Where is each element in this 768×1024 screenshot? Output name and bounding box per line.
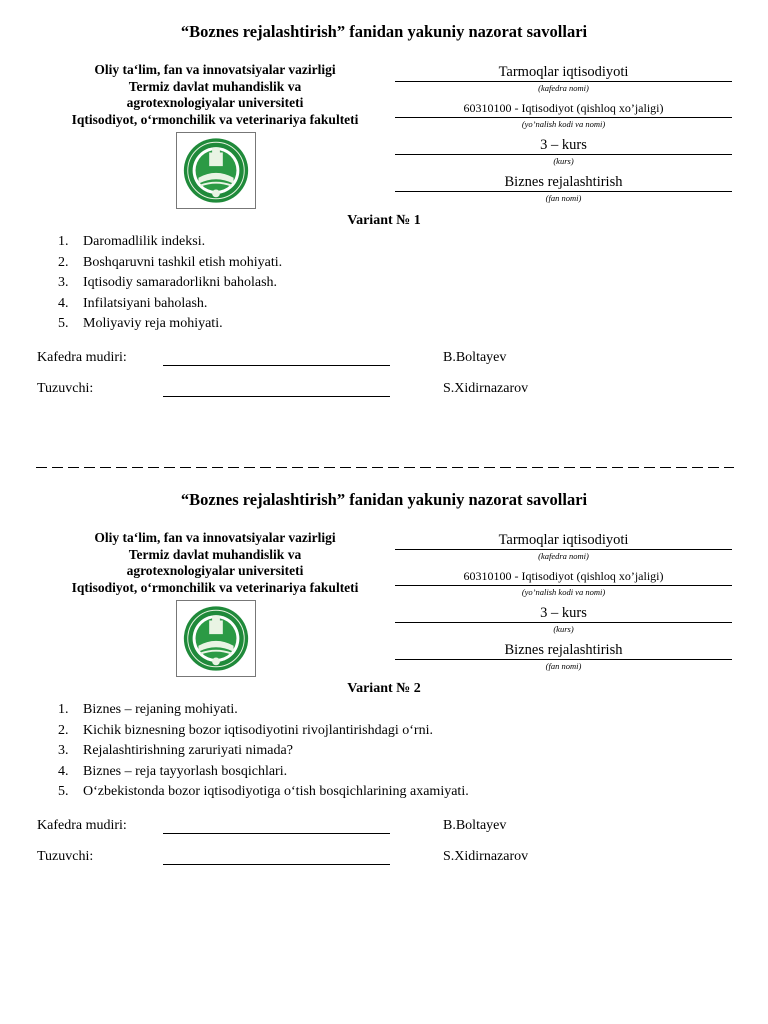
department-field xyxy=(395,65,732,93)
subject-value: Biznes rejalashtirish xyxy=(395,643,732,660)
specialty-value: 60310100 - Iqtisodiyot (qishloq xo’jaligi) xyxy=(395,101,732,118)
ticket-title: “Boznes rejalashtirish” fanidan yakuniy nazorat savollari xyxy=(180,490,588,509)
course-value: 3 – kurs xyxy=(395,606,732,623)
university-name-line-1: Termiz davlat muhandislik va xyxy=(128,78,302,94)
question-number: 1. xyxy=(58,702,69,717)
university-name-line-2: agrotexnologiyalar universiteti xyxy=(126,95,304,111)
specialty-value: 60310100 - Iqtisodiyot (qishloq xo’jaligi) xyxy=(395,569,732,586)
course-value: 3 – kurs xyxy=(395,138,732,155)
question-list xyxy=(58,700,469,803)
ministry-name: Oliy ta‘lim, fan va innovatsiyalar vazirligi xyxy=(94,530,336,545)
university-emblem-logo xyxy=(176,600,256,677)
signature-role: Kafedra mudiri: xyxy=(37,818,127,833)
course-caption: (kurs) xyxy=(553,156,574,166)
signatory-name: B.Boltayev xyxy=(443,818,507,833)
question-item xyxy=(58,232,282,253)
question-text: Infilatsiyani baholash. xyxy=(83,295,208,311)
signature-line xyxy=(163,396,390,397)
question-text: Iqtisodiy samaradorlikni baholash. xyxy=(83,275,278,290)
question-item xyxy=(58,314,282,335)
question-item xyxy=(58,762,469,783)
signature-line xyxy=(163,864,390,865)
organization-block xyxy=(40,530,390,596)
ministry-name: Oliy ta‘lim, fan va innovatsiyalar vazirligi xyxy=(94,62,336,77)
ticket-title: “Boznes rejalashtirish” fanidan yakuniy nazorat savollari xyxy=(180,22,588,41)
question-text: Moliyaviy reja mohiyati. xyxy=(83,316,223,331)
signatory-name: B.Boltayev xyxy=(443,350,507,365)
question-number: 2. xyxy=(58,722,69,738)
university-name-line-1: Termiz davlat muhandislik va xyxy=(128,546,302,562)
exam-ticket-2 xyxy=(0,468,768,908)
specialty-field xyxy=(395,569,732,597)
signature-role: Tuzuvchi: xyxy=(37,849,94,864)
question-list xyxy=(58,232,282,335)
question-number: 5. xyxy=(58,784,69,799)
question-number: 1. xyxy=(58,234,69,249)
question-text: Biznes – rejaning mohiyati. xyxy=(83,702,238,717)
question-text: Boshqaruvni tashkil etish mohiyati. xyxy=(83,254,283,270)
question-item xyxy=(58,721,469,742)
department-value: Tarmoqlar iqtisodiyoti xyxy=(395,533,732,550)
course-caption: (kurs) xyxy=(553,624,574,634)
question-number: 2. xyxy=(58,254,69,270)
signature-row-compiler xyxy=(0,849,768,869)
question-item xyxy=(58,253,282,274)
department-caption: (kafedra nomi) xyxy=(538,551,589,561)
signature-line xyxy=(163,833,390,834)
question-number: 4. xyxy=(58,295,69,311)
specialty-caption: (yo’nalish kodi va nomi) xyxy=(521,119,606,129)
exam-ticket-1 xyxy=(0,0,768,440)
question-text: Daromadlilik indeksi. xyxy=(83,234,206,249)
signature-row-compiler xyxy=(0,381,768,401)
question-item xyxy=(58,273,282,294)
specialty-caption: (yo’nalish kodi va nomi) xyxy=(521,587,606,597)
specialty-field xyxy=(395,101,732,129)
question-item xyxy=(58,700,469,721)
faculty-name: Iqtisodiyot, o‘rmonchilik va veterinariya fakulteti xyxy=(71,111,359,127)
subject-field xyxy=(395,643,732,671)
question-text: Rejalashtirishning zaruriyati nimada? xyxy=(83,743,293,758)
question-item xyxy=(58,782,469,803)
subject-field xyxy=(395,175,732,203)
subject-value: Biznes rejalashtirish xyxy=(395,175,732,192)
signature-role: Tuzuvchi: xyxy=(37,381,94,396)
variant-heading: Variant № 2 xyxy=(347,681,421,696)
question-item xyxy=(58,294,282,315)
department-field xyxy=(395,533,732,561)
signature-role: Kafedra mudiri: xyxy=(37,350,127,365)
question-text: O‘zbekistonda bozor iqtisodiyotiga o‘tish bosqichlarining axamiyati. xyxy=(83,784,469,799)
variant-heading: Variant № 1 xyxy=(347,213,421,228)
question-number: 3. xyxy=(58,743,69,758)
subject-caption: (fan nomi) xyxy=(545,661,582,671)
question-number: 5. xyxy=(58,316,69,331)
course-field xyxy=(395,138,732,166)
signatory-name: S.Xidirnazarov xyxy=(443,381,529,396)
signatory-name: S.Xidirnazarov xyxy=(443,849,529,864)
department-caption: (kafedra nomi) xyxy=(538,83,589,93)
organization-block xyxy=(40,62,390,128)
signature-line xyxy=(163,365,390,366)
university-emblem-logo xyxy=(176,132,256,209)
department-value: Tarmoqlar iqtisodiyoti xyxy=(395,65,732,82)
question-text: Biznes – reja tayyorlash bosqichlari. xyxy=(83,763,288,779)
question-item xyxy=(58,741,469,762)
question-text: Kichik biznesning bozor iqtisodiyotini rivojlantirishdagi o‘rni. xyxy=(83,722,433,738)
question-number: 3. xyxy=(58,275,69,290)
subject-caption: (fan nomi) xyxy=(545,193,582,203)
signature-row-department-head xyxy=(0,818,768,838)
signature-row-department-head xyxy=(0,350,768,370)
university-name-line-2: agrotexnologiyalar universiteti xyxy=(126,563,304,579)
question-number: 4. xyxy=(58,763,69,779)
course-field xyxy=(395,606,732,634)
faculty-name: Iqtisodiyot, o‘rmonchilik va veterinariya fakulteti xyxy=(71,579,359,595)
